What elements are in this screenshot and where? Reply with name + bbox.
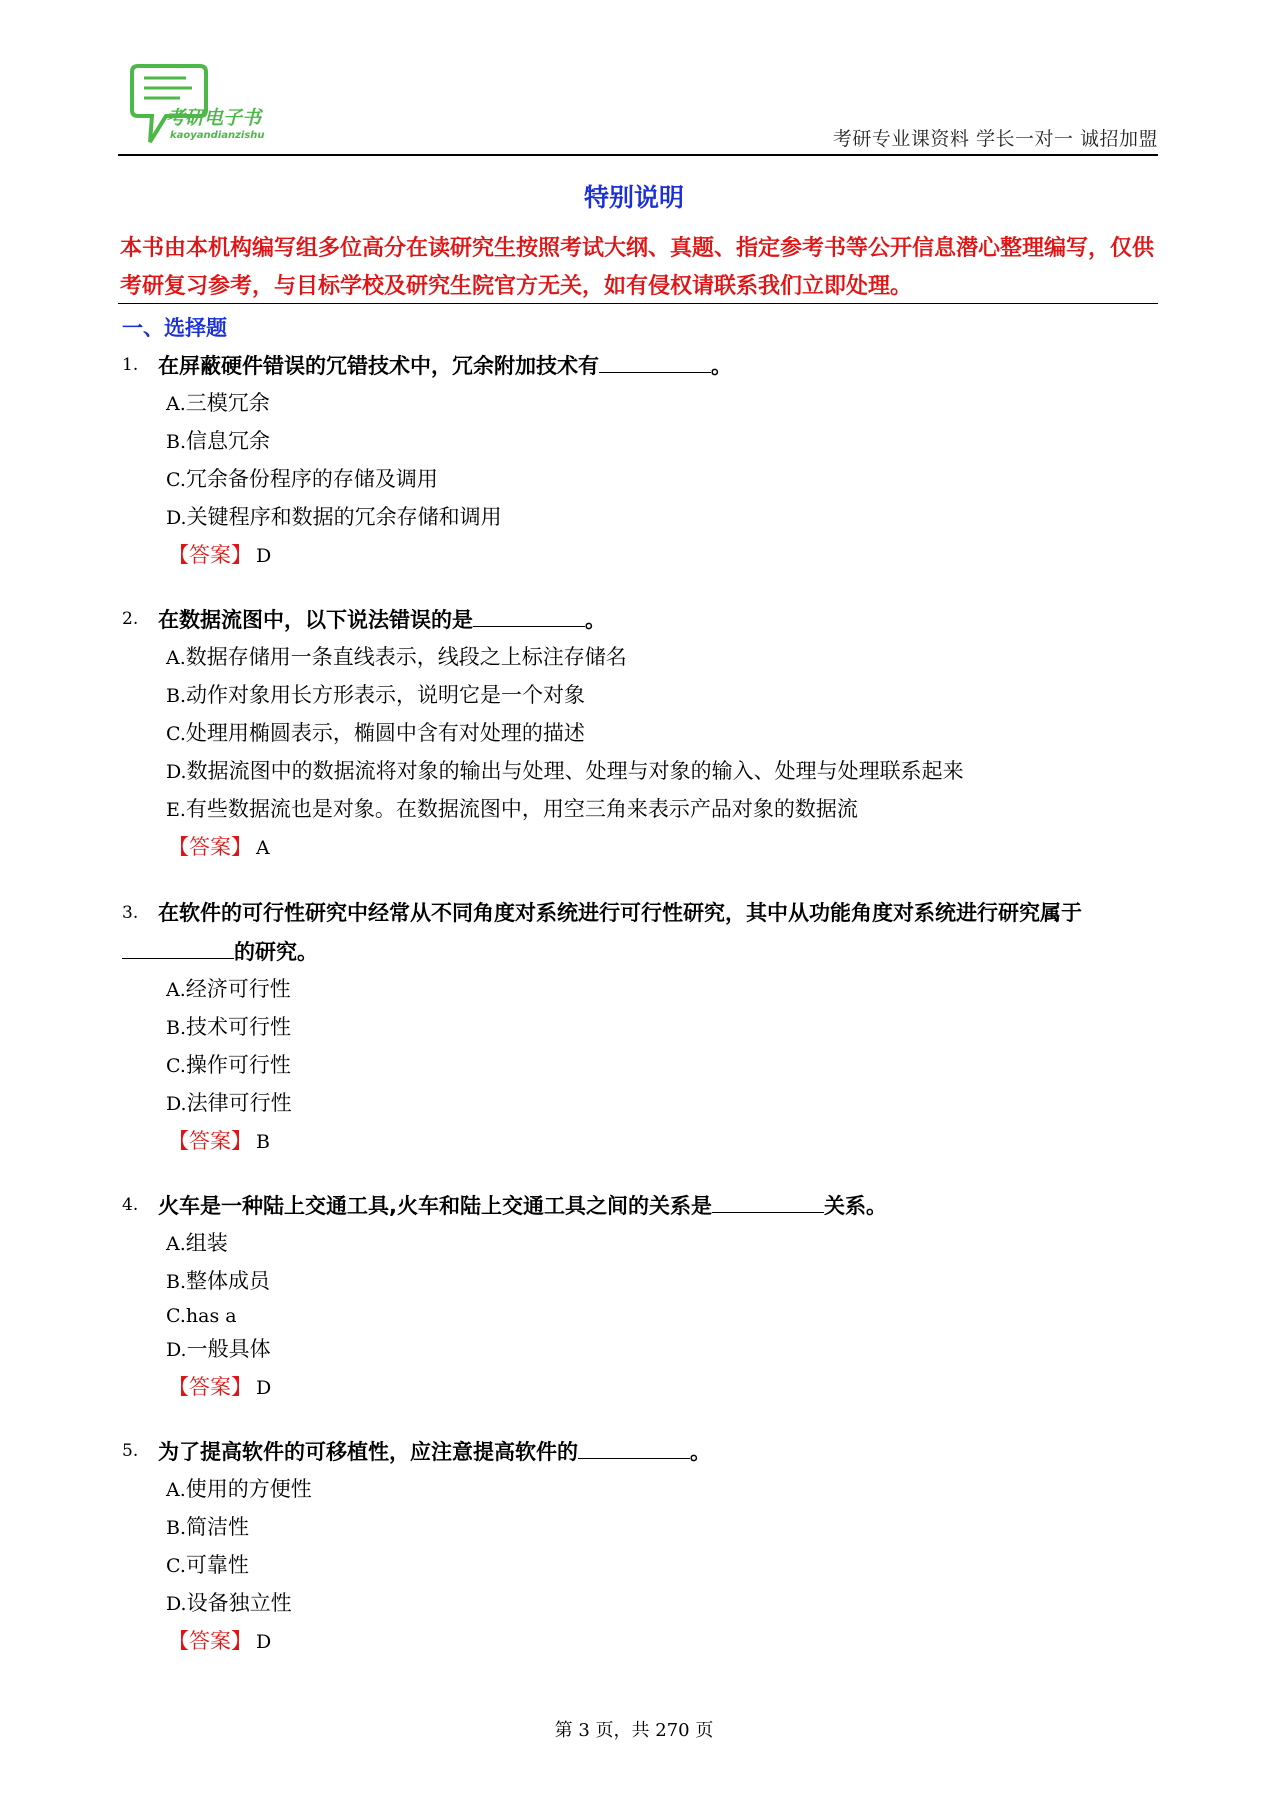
option-text: 技术可行性 (186, 1015, 292, 1039)
option-text: 数据流图中的数据流将对象的输出与处理、处理与对象的输入、处理与处理联系起来 (186, 759, 964, 783)
option-letter: C. (166, 1555, 186, 1577)
answer (168, 1126, 270, 1157)
option-text: 使用的方便性 (185, 1477, 312, 1501)
answer-label: 【答案】 (168, 1375, 252, 1399)
option-text: 法律可行性 (186, 1091, 292, 1115)
option (166, 1228, 228, 1259)
option-letter: B. (166, 431, 187, 453)
answer (168, 540, 271, 571)
option (166, 1550, 249, 1581)
question-text-end: 。 (711, 354, 732, 378)
option (166, 974, 291, 1005)
answer-blank (578, 1432, 690, 1459)
option-letter: C. (166, 469, 186, 491)
answer-value: A (256, 837, 270, 859)
option (166, 1300, 237, 1331)
logo-text: 考研电子书 (166, 107, 262, 129)
option (166, 1266, 270, 1297)
option-text: 整体成员 (186, 1269, 271, 1293)
question-number: 3. (122, 903, 139, 923)
question-text: 在屏蔽硬件错误的冗错技术中，冗余附加技术有 (158, 354, 599, 378)
option-letter: B. (166, 1271, 187, 1293)
special-notice-title: 特别说明 (583, 183, 684, 212)
answer-value: D (256, 545, 272, 567)
option-text: 组装 (185, 1231, 228, 1255)
question-text-end: 的研究。 (234, 940, 318, 964)
answer-value: D (256, 1377, 272, 1399)
option-text: 关键程序和数据的冗余存储和调用 (186, 505, 502, 529)
answer (168, 1372, 271, 1403)
option-text: 有些数据流也是对象。在数据流图中，用空三角来表示产品对象的数据流 (185, 797, 858, 821)
option-letter: B. (166, 1517, 187, 1539)
option (166, 718, 585, 749)
question-text-end: 。 (690, 1440, 711, 1464)
answer-blank (599, 346, 711, 373)
question-text: 在软件的可行性研究中经常从不同角度对系统进行可行性研究，其中从功能角度对系统进行研究属于 (158, 901, 1082, 925)
option-text: 动作对象用长方形表示，说明它是一个对象 (186, 683, 586, 707)
question-number: 2. (122, 609, 139, 629)
option-letter: A. (166, 1479, 186, 1501)
question-stem (122, 600, 1158, 639)
option-letter: A. (166, 647, 186, 669)
option-text: 经济可行性 (185, 977, 291, 1001)
option (166, 1334, 271, 1365)
question-stem (122, 346, 1158, 385)
option-letter: D. (166, 761, 187, 783)
option-letter: D. (166, 507, 187, 529)
option (166, 756, 964, 787)
logo (130, 62, 280, 150)
answer-label: 【答案】 (168, 1629, 252, 1653)
header-divider (118, 154, 1158, 156)
header-slogan: 考研专业课资料 学长一对一 诚招加盟 (832, 128, 1158, 150)
answer-label: 【答案】 (168, 543, 252, 567)
answer-blank (712, 1186, 824, 1213)
option (166, 642, 627, 673)
option (166, 388, 270, 419)
option (166, 1474, 312, 1505)
question-text: 火车是一种陆上交通工具,火车和陆上交通工具之间的关系是 (158, 1194, 712, 1218)
option-letter: A. (166, 979, 186, 1001)
option (166, 426, 270, 457)
question-stem (122, 1186, 1158, 1225)
answer-blank (122, 932, 234, 959)
option (166, 1588, 292, 1619)
option (166, 1012, 291, 1043)
question-number: 5. (122, 1441, 139, 1461)
option-text: 一般具体 (186, 1337, 271, 1361)
answer-blank (473, 600, 585, 627)
option-letter: E. (166, 799, 186, 821)
answer-value: B (256, 1131, 270, 1153)
option-text: 简洁性 (186, 1515, 250, 1539)
question-number: 1. (122, 355, 139, 375)
option (166, 502, 502, 533)
option-letter: D. (166, 1339, 187, 1361)
question-stem (122, 894, 1158, 971)
question-text-end: 关系。 (823, 1194, 887, 1218)
copyright-notice: 本书由本机构编写组多位高分在读研究生按照考试大纲、真题、指定参考书等公开信息潜心整理编写，仅供考研复习参考，与目标学校及研究生院官方无关，如有侵权请联系我们立即处理。 (120, 236, 1155, 299)
option-letter: C. (166, 723, 186, 745)
answer-value: D (256, 1631, 272, 1653)
option (166, 464, 438, 495)
answer-label: 【答案】 (168, 835, 252, 859)
question-text-end: 。 (585, 608, 606, 632)
option-text: 操作可行性 (185, 1053, 291, 1077)
question-stem (122, 1432, 1158, 1471)
option-letter: B. (166, 1017, 187, 1039)
option-letter: D. (166, 1593, 187, 1615)
option (166, 1512, 249, 1543)
option-letter: A. (166, 1233, 186, 1255)
section-title: 一、选择题 (122, 316, 227, 340)
option-letter: A. (166, 393, 186, 415)
option (166, 794, 858, 825)
option (166, 680, 585, 711)
option-text: 冗余备份程序的存储及调用 (185, 467, 438, 491)
option-text: 处理用椭圆表示，椭圆中含有对处理的描述 (185, 721, 585, 745)
answer (168, 1626, 271, 1657)
answer-label: 【答案】 (168, 1129, 252, 1153)
answer (168, 832, 270, 863)
option (166, 1088, 292, 1119)
option-text: 设备独立性 (186, 1591, 292, 1615)
option (166, 1050, 291, 1081)
logo-subtext: kaoyandianzishu (170, 130, 265, 141)
option-text: 数据存储用一条直线表示，线段之上标注存储名 (185, 645, 627, 669)
notice-divider (118, 303, 1158, 304)
option-letter: C. (166, 1055, 186, 1077)
question-number: 4. (122, 1195, 139, 1215)
option-letter: C. (166, 1305, 186, 1327)
page-footer: 第 3 页，共 270 页 (554, 1720, 714, 1741)
option-text: has a (185, 1305, 237, 1327)
option-letter: D. (166, 1093, 187, 1115)
option-text: 信息冗余 (186, 429, 271, 453)
option-text: 三模冗余 (185, 391, 270, 415)
question-text: 为了提高软件的可移植性，应注意提高软件的 (158, 1440, 578, 1464)
option-text: 可靠性 (185, 1553, 249, 1577)
question-text: 在数据流图中，以下说法错误的是 (158, 608, 473, 632)
option-letter: B. (166, 685, 187, 707)
